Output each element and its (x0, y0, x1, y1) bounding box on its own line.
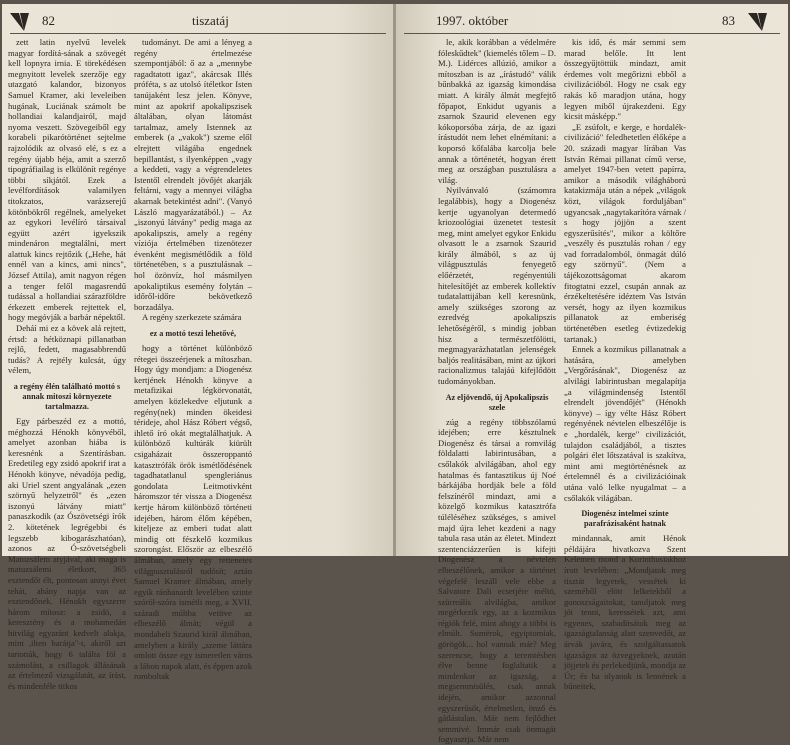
paragraph: kis idő, és már semmi sem marad belőle. Itt lent összegyűjtöttük mindazt, amit érdemes volt megőrizni ebből a civilizációból. Hogy ne csak egy rakás kő maradjon utána, hogy legyen miből újrakezdeni. Egy kicsit másképp." (564, 37, 686, 122)
text-column (564, 37, 686, 692)
paragraph: zett latin nyelvű levelek magyar fordítá-sának a szövegét kell lopnyra irnia. E törekédésen megnyitott levelek szerzője egy utazgató kalandor, bizonyos Samuel Kramer, aki leveleiben hugának, Luciának számolt be hollandiai kalandjairól, majd nyoma veszett. Szövegeiből egy korabeli pikarótörténet sejtelme rajzolódik az olvasó elé, s ez a regény újabb héja, amit a szerző tipográfiailag is elkülönít regénye többi síkjától. Ezek a levélfordítások valamilyen titokzatos, varázserejű kötönbökről regélnek, amelyeket az egykori levélíró társaival együtt azért igyekszik mindenáron megtalálni, mert alattuk kincs rejtőzik („Hehe, hát ennél van a kincs, ami nincs", József Attila), amit nagyon régen a tenger felől magasrendű tudással a hollandiai szárazföldre érkezett emberek rejtettek el, hogy megóvják a barbár népektől. (8, 37, 126, 323)
paragraph: hogy a történet különböző rétegei összeérjenek a mítoszban. Hogy úgy mondjam: a Diogenész kertjének Hénokh könyve a metafizikai légkörvonatát, amelyen közlekedve eljutunk a regény(nek) minden ökeidesi térideje, ahol Hász Róbert végső, ihlető író okát megtalálhatjuk. A különböző kultúrák kiürült csigaházait összeroppantó katasztrófák örök ismétlődésének tagadhatatlanul spengleriánus gondolata Leitmotivként háromszor tér vissza a Diogenész kertje három különböző történeti idejében, három élőm képében, kiteljeze az emberi tudat alatt mindig ott fészkelő kozmikus szorongást. Először az elbeszélő álmában, amely egy rettenetes világpusztulásról tudósít; aztán Samuel Kramer álmában, amely egyik ránhanardt levelében szinte szóról-szóra ismétli meg, a XVII. századi múltba vetítve az elbeszélő álmát; végül a mondabeli Szaurid királ álmában, amelyben a király „szeme láttára omlott össze egy ismeretlen város a lábon napok alatt, és éppen azok romboltak (134, 343, 252, 682)
text-column (8, 37, 126, 691)
section-subheading: Diogenész intelmei szinte parafrázisaként hatnak (581, 509, 669, 529)
paragraph: Egy párbeszéd ez a mottó, méghozzá Hénokh könyvéből, amelyet azonban hiába is keresnénk a Szentírásban. Eredetileg egy zsidó apokrif irat a Hénokh könyve, névadója pedig, aki Uriel szent angyalának „ezen szörnyű helyzetről" és „ezen iszonyú látvány miatt" panaszkodik (az Ószövetségi írók 2. kötetének legrégebbi és legszebb kibogarászhatóan), azonos az Ó-szövetségbeli Matuzsálem atyjával, aki maga is matuzsálemi életkort, 365 esztendőt élt, pontosan annyi évet tehát, ahány napja van az esztendőnek. Hénokh egyszerre három mítosz: a zsidó, a keresztény és a mohamedán hitvilág egyaránt kedvelt alakja, mint ,ilten barátja"-t, akiről azt tartották, hogy 6 találta föl a számolást, a csillagok állásának az értelmező vizsgálatát, az írást, és mindenféle titkos (8, 416, 126, 691)
paragraph: zúg a regény többszólamú idejében; erre késztulnek Diogenész és társai a romvilág földalatti labirintusában, a csőlakók alvilágában, ahol egy hatalmas és fantasztikus új Noé bárkájába hordják bele a föld felszínéről mindazt, ami a közelgő kozmikus katasztrófa túléléséhez szükséges, s amivel majd újra lehet kezdeni a nagy tabula rasa után az életet. Mindezt szentenciázzerűen is kifejti Diogenész a névtelen elbeszélőnek, amikor a történet végefelé leszáll vele ebbe a Salvatore Dali ecsetjére méltó, szürreális alvilágba, amikor megérkezik egy, az a kozmikus régiók felé, mint ahogy a többi is elmúlt. Sumérok, egyiptomiak, görögök... hol vannak már? Meg szerencse, hogy a teremtésben élve benne foglaltatik a mindenkor az igazság, a megsemmisülés, csak annak idején, amikor azzonnal egyszerűsőt, értelmetlen, önző és gátlástalan. Már nem fejlődhet semmivé. Immár csak önmagát fogyasztja. Már nem (438, 416, 556, 745)
running-head: 1997. október (436, 13, 509, 28)
text-column (134, 37, 252, 682)
page-number: 82 (42, 13, 55, 28)
paragraph: mindannak, amit Hénok példájára hivatkozva Szent Kelemen mond a Korinthusiakhoz írott levelében: „Mondjatok meg tisztát legyetek, vessétek ki szeméből elött lelketekből a gonoszságaitokat, tanuljatok meg jót tenni, keressétek azt, ami egyenes, szabadítsátok meg az igazságtalanság alatt szenvedőt, az árvák javára, és szolgáltassatok igazságot az özvegyeknek, azután jöjjetek és perlekedjünk, mondja az Úr; és ha olyanok is lennének a bűneitek, (564, 533, 686, 692)
paragraph: tudományt. De ami a lényeg a regény értelmezése szempontjából: ő az a „mennybe ragadtatott igaz", akárcsak Illés próféta, s az utolsó ítéletkor Isten tanújaként lesz jelen. Könyve, mint az apokrif apokalipszisek általában, olyan látomást tartalmaz, amely Istennek az emberek (a „vakok") szeme elől elrejtett világába engednek bepillantást, s ilyenképpen „vagy a keddeti, vagy a végrendeletes Istentől elrendelt jövőjét akarják feltárni, vagy a mennyei világba akarnak betekintést adni". (Vanyó László magyarázatából.) – Az „iszonyú látvány" pedig maga az apokalipszis, amely a regény víziója értelmében tizenötezer évenként megismétlődik a föld történetében, s a pusztulásnak – hol özönvíz, hol másmilyen apokaliptikus esemény folytán – időről-időre bekövetkező borzadálya. (134, 37, 252, 312)
header-rule (10, 33, 386, 34)
paragraph: „E zsúfolt, e kerge, e hordalék-civilizáció" feledhetetlen élőképe a 20. századi magyar lírában Vas István Rémai pillanat című verse, amelyet 1947-ben vetett papírra, amikor a második világháború katakizmája után a népek „világok közt, világok forduljában" ugyancsak „nagytakarítóra várnak / s hogy jöjjön a szent egyszerűsítés", mikor a költőre „veszély és pusztulás rohan / egy vad forradalomból, önmagát dúló egy szörnyű". (Nem a tájékozottságomat akarom fitogtatni ezzel, csupán annak az érzékeltetésére idéztem Vas István versét, hogy az ilyen kozmikus pillanatok az emberiség történetében esetleg évtizedekig tartanak.) (564, 121, 686, 344)
paragraph: A regény szerkezete számára (142, 312, 242, 323)
paragraph: Nyilvánvaló (számomra legalábbis), hogy a Diogenész kertje ugyanolyan determedó kriozoológiai üzenetet testesít meg, mint amelyet egykor Enkidu olvasott le a zsarnok Szaurid király álmából, s az új világpusztulás fenyegető előérzetét, regényentúli hitelesítőjét az emberek kollektív tudatalattijában kell keresnünk, amely szükséges szorong az ezredvég apokalipszis lehetőségéről, s mindig jobban hisz a természetfölötti, megmagyarázhatatlan jelenségek baljós realitásában, mint az újkori racionalizmus talajáú kifejlődött tudományokban. (438, 185, 556, 386)
left-page (2, 4, 394, 691)
text-column (438, 37, 556, 745)
right-page (396, 4, 788, 745)
header-rule (404, 33, 780, 34)
journal-logo-icon (10, 13, 40, 31)
paragraph: le, akik korábban a védelmére fóleskűdtek" (kiemelés tőlem – D. M.). Lidérces allúzió, amikor a mítoszban is az „írástudó" válik bűnbakká az igazság kimondása miatt. A király álmát megfejtő főpapot, Enkidut ugyanis a zsarnok Szaurid elevenen egy kókoporsóba zárja, de az igazi írástudót nem lehet elnémítani: a koporsó kőfalába karcolja bele annak a történetét, hogyan érett meg az országban pusztulásra a világ. (438, 37, 556, 185)
section-subheading: a regény élén található mottó s annak mitoszi környezete tartalmazza. (13, 382, 121, 411)
section-subheading: ez a mottó teszi lehetővé, (149, 329, 237, 339)
running-head: tiszatáj (192, 13, 229, 28)
journal-logo-icon (748, 13, 778, 31)
paragraph: Ennek a kozmikus pillanatnak a hatására, amelyben „Vergőrásának", Diogenész az alvilági labirintusban megalapítja „a világmindenség Istentől elrendelt jövendőjét" (Hénokh könyve) – így vélte Hász Róbert regényének névtelen elbeszélője is e „hordalék, kerge" civilizációt, tulajdon családjából, a tisztes polgári élet lőtszatával is szakítva, mint ami megtörténésnek az értelemnél és a civilizációinak utána való lelke nyugalmat – a csőlakók világában. (564, 344, 686, 503)
section-subheading: Az eljövendő, új Apokalipszis szele (445, 392, 549, 412)
page-number: 83 (722, 13, 735, 28)
paragraph: Deháí mi ez a kövek alá rejtett, értsd: a hétköznapi pillanatban rejlő, fedett, magasabbrendű tudás? A rejtély kulcsát, úgy vélem, (8, 323, 126, 376)
